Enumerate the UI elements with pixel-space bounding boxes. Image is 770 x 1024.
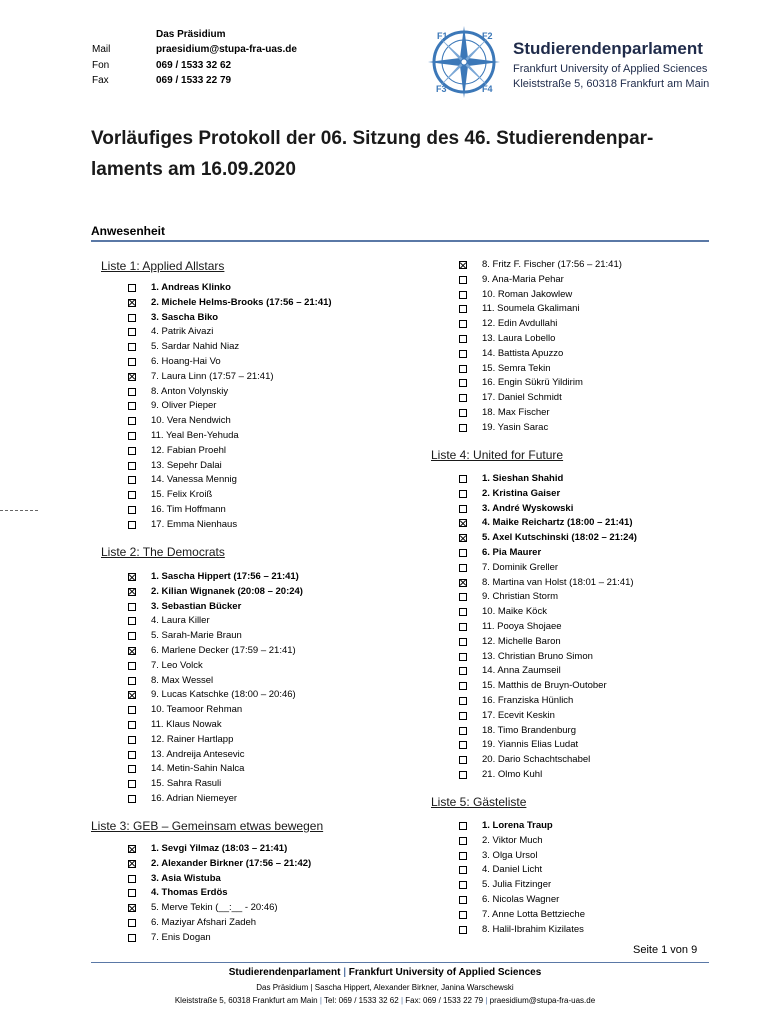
page-title-line1: Vorläufiges Protokoll der 06. Sitzung des 46. Studierendenpar- xyxy=(91,128,654,149)
checked-box-icon[interactable] xyxy=(128,904,136,912)
checkbox-icon[interactable] xyxy=(459,549,467,557)
checked-box-icon[interactable] xyxy=(459,579,467,587)
checkbox-icon[interactable] xyxy=(128,662,136,670)
checkbox-icon[interactable] xyxy=(128,795,136,803)
member-name: 8. Anton Volynskiy xyxy=(151,385,229,397)
list-title-5: Liste 5: Gästeliste xyxy=(431,795,527,809)
checkbox-icon[interactable] xyxy=(128,328,136,336)
member-name: 17. Daniel Schmidt xyxy=(482,392,562,404)
member-name: 10. Maike Köck xyxy=(482,606,547,618)
member-name: 12. Michelle Baron xyxy=(482,635,561,647)
checkbox-icon[interactable] xyxy=(128,706,136,714)
logo-letter-f4: F4 xyxy=(482,84,493,94)
member-name: 16. Adrian Niemeyer xyxy=(151,793,238,804)
list-title-3: Liste 3: GEB – Gemeinsam etwas bewegen xyxy=(91,819,324,833)
member-name: 6. Pia Maurer xyxy=(482,547,542,558)
member-name: 12. Rainer Hartlapp xyxy=(151,733,234,745)
checkbox-icon[interactable] xyxy=(128,780,136,788)
member-name: 10. Roman Jakowlew xyxy=(482,288,573,300)
checkbox-icon[interactable] xyxy=(128,388,136,396)
checkbox-icon[interactable] xyxy=(128,462,136,470)
member-name: 6. Nicolas Wagner xyxy=(482,894,560,905)
checkbox-icon[interactable] xyxy=(128,934,136,942)
member-name: 16. Engin Sükrü Yildirim xyxy=(482,377,583,389)
checkbox-icon[interactable] xyxy=(459,593,467,601)
member-name: 7. Laura Linn (17:57 – 21:41) xyxy=(151,370,274,382)
checkbox-icon[interactable] xyxy=(459,608,467,616)
checked-box-icon[interactable] xyxy=(128,647,136,655)
member-name: 20. Dario Schachtschabel xyxy=(482,754,591,766)
checkbox-icon[interactable] xyxy=(459,667,467,675)
member-name: 1. Sieshan Shahid xyxy=(482,473,564,484)
member-name: 12. Edin Avdullahi xyxy=(482,318,558,330)
checkbox-icon[interactable] xyxy=(128,889,136,897)
member-name: 9. Ana-Maria Pehar xyxy=(482,273,564,285)
checkbox-icon[interactable] xyxy=(128,358,136,366)
member-name: 3. Sascha Biko xyxy=(151,311,219,323)
logo-letter-f1: F1 xyxy=(437,31,448,41)
checkbox-icon[interactable] xyxy=(459,727,467,735)
member-name: 17. Ecevit Keskin xyxy=(482,709,555,721)
member-name: 2. Kilian Wignanek (20:08 – 20:24) xyxy=(151,585,303,597)
checked-box-icon[interactable] xyxy=(128,573,136,581)
member-name: 11. Klaus Nowak xyxy=(151,719,222,730)
list-title-4: Liste 4: United for Future xyxy=(431,448,564,462)
checked-box-icon[interactable] xyxy=(128,691,136,699)
member-name: 15. Felix Kroiß xyxy=(151,489,213,501)
checked-box-icon[interactable] xyxy=(128,845,136,853)
checkbox-icon[interactable] xyxy=(459,379,467,387)
member-name: 3. Olga Ursol xyxy=(482,849,538,861)
checkbox-icon[interactable] xyxy=(459,305,467,313)
checkbox-icon[interactable] xyxy=(128,875,136,883)
member-name: 14. Metin-Sahin Nalca xyxy=(151,763,245,775)
checkbox-icon[interactable] xyxy=(128,617,136,625)
checkbox-icon[interactable] xyxy=(459,424,467,432)
org-name: Studierendenparlament xyxy=(513,39,703,58)
member-name: 10. Teamoor Rehman xyxy=(151,704,243,716)
checkbox-icon[interactable] xyxy=(128,632,136,640)
margin-fold-mark xyxy=(0,510,38,511)
checkbox-icon[interactable] xyxy=(128,417,136,425)
checkbox-icon[interactable] xyxy=(128,521,136,529)
footer-divider xyxy=(91,962,709,963)
member-name: 5. Julia Fitzinger xyxy=(482,879,552,891)
checkbox-icon[interactable] xyxy=(459,350,467,358)
member-name: 15. Semra Tekin xyxy=(482,362,551,374)
member-name: 6. Maziyar Afshari Zadeh xyxy=(151,917,257,928)
member-name: 5. Sarah-Marie Braun xyxy=(151,630,242,642)
member-name: 11. Soumela Gkalimani xyxy=(482,303,580,315)
footer-separator: | xyxy=(319,996,322,1005)
checkbox-icon[interactable] xyxy=(459,741,467,749)
checkbox-icon[interactable] xyxy=(459,276,467,284)
footer-separator: | xyxy=(485,996,488,1005)
section-heading: Anwesenheit xyxy=(91,224,166,238)
list-title-1: Liste 1: Applied Allstars xyxy=(101,259,225,273)
mail-label: Mail xyxy=(92,44,111,55)
member-name: 3. Asia Wistuba xyxy=(151,872,221,884)
member-name: 2. Alexander Birkner (17:56 – 21:42) xyxy=(151,857,312,869)
checkbox-icon[interactable] xyxy=(459,837,467,845)
checkbox-icon[interactable] xyxy=(459,911,467,919)
footer-line1 xyxy=(0,967,770,978)
member-name: 18. Timo Brandenburg xyxy=(482,724,577,736)
checkbox-icon[interactable] xyxy=(459,475,467,483)
compass-logo-icon xyxy=(424,22,504,102)
member-name: 8. Fritz F. Fischer (17:56 – 21:41) xyxy=(482,259,622,270)
checkbox-icon[interactable] xyxy=(459,320,467,328)
checkbox-icon[interactable] xyxy=(459,365,467,373)
member-name: 2. Viktor Much xyxy=(482,834,543,846)
checkbox-icon[interactable] xyxy=(128,736,136,744)
member-name: 14. Anna Zaumseil xyxy=(482,665,561,677)
member-name: 1. Andreas Klinko xyxy=(151,282,231,293)
member-name: 6. Hoang-Hai Vo xyxy=(151,356,221,367)
checkbox-icon[interactable] xyxy=(128,506,136,514)
member-name: 7. Leo Volck xyxy=(151,659,203,671)
fax-value: 069 / 1533 22 79 xyxy=(156,75,232,86)
member-name: 5. Axel Kutschinski (18:02 – 21:24) xyxy=(482,532,637,544)
member-name: 16. Tim Hoffmann xyxy=(151,504,226,515)
checkbox-icon[interactable] xyxy=(459,756,467,764)
member-name: 7. Dominik Greller xyxy=(482,561,559,573)
footer-fax: Fax: 069 / 1533 22 79 xyxy=(405,996,484,1005)
checkbox-icon[interactable] xyxy=(128,603,136,611)
member-name: 19. Yasin Sarac xyxy=(482,421,549,433)
member-name: 11. Yeal Ben-Yehuda xyxy=(151,430,239,441)
checkbox-icon[interactable] xyxy=(459,896,467,904)
list-title-2: Liste 2: The Democrats xyxy=(101,545,225,559)
member-name: 9. Lucas Katschke (18:00 – 20:46) xyxy=(151,689,296,701)
checkbox-icon[interactable] xyxy=(459,564,467,572)
member-name: 8. Max Wessel xyxy=(151,674,214,686)
member-name: 4. Maike Reichartz (18:00 – 21:41) xyxy=(482,517,633,529)
checkbox-icon[interactable] xyxy=(128,491,136,499)
member-name: 19. Yiannis Elias Ludat xyxy=(482,739,579,751)
checkbox-icon[interactable] xyxy=(128,402,136,410)
member-name: 3. André Wyskowski xyxy=(482,502,574,514)
checkbox-icon[interactable] xyxy=(459,638,467,646)
fon-value: 069 / 1533 32 62 xyxy=(156,60,232,71)
page-title-line2: laments am 16.09.2020 xyxy=(91,159,296,180)
checked-box-icon[interactable] xyxy=(459,519,467,527)
member-name: 13. Andreija Antesevic xyxy=(151,748,245,760)
org-address: Kleiststraße 5, 60318 Frankfurt am Main xyxy=(513,78,710,90)
checkbox-icon[interactable] xyxy=(459,926,467,934)
checkbox-icon[interactable] xyxy=(459,881,467,889)
checkbox-icon[interactable] xyxy=(459,697,467,705)
section-divider xyxy=(91,240,709,242)
checkbox-icon[interactable] xyxy=(128,284,136,292)
logo-letter-f2: F2 xyxy=(482,31,493,41)
checkbox-icon[interactable] xyxy=(128,432,136,440)
footer-tel: Tel: 069 / 1533 32 62 xyxy=(323,996,399,1005)
mail-value[interactable]: praesidium@stupa-fra-uas.de xyxy=(156,44,297,55)
checkbox-icon[interactable] xyxy=(459,409,467,417)
org-university: Frankfurt University of Applied Sciences xyxy=(513,63,708,75)
member-name: 1. Sevgi Yilmaz (18:03 – 21:41) xyxy=(151,843,288,854)
checkbox-icon[interactable] xyxy=(459,771,467,779)
member-name: 14. Battista Apuzzo xyxy=(482,347,564,359)
member-name: 12. Fabian Proehl xyxy=(151,444,226,456)
checkbox-icon[interactable] xyxy=(459,653,467,661)
member-name: 18. Max Fischer xyxy=(482,407,550,418)
checked-box-icon[interactable] xyxy=(128,588,136,596)
member-name: 13. Sepehr Dalai xyxy=(151,459,222,471)
footer-address: Kleiststraße 5, 60318 Frankfurt am Main xyxy=(174,996,318,1005)
footer-org: Studierendenparlament xyxy=(228,967,341,978)
checkbox-icon[interactable] xyxy=(128,343,136,351)
member-name: 16. Franziska Hünlich xyxy=(482,695,574,706)
member-name: 8. Halil-Ibrahim Kizilates xyxy=(482,923,584,935)
member-name: 7. Enis Dogan xyxy=(151,931,211,943)
member-name: 13. Christian Bruno Simon xyxy=(482,650,593,662)
checkbox-icon[interactable] xyxy=(459,712,467,720)
fax-label: Fax xyxy=(92,75,109,86)
member-name: 6. Marlene Decker (17:59 – 21:41) xyxy=(151,645,296,656)
member-name: 15. Matthis de Bruyn-Outober xyxy=(482,680,607,692)
checked-box-icon[interactable] xyxy=(128,860,136,868)
checkbox-icon[interactable] xyxy=(459,852,467,860)
page-number: Seite 1 von 9 xyxy=(633,944,698,956)
footer-line3 xyxy=(0,996,770,1005)
member-name: 8. Martina van Holst (18:01 – 21:41) xyxy=(482,576,634,588)
member-name: 14. Vanessa Mennig xyxy=(151,474,237,486)
checked-box-icon[interactable] xyxy=(459,534,467,542)
member-name: 4. Laura Killer xyxy=(151,615,210,627)
member-name: 3. Sebastian Bücker xyxy=(151,600,242,612)
footer-separator: | xyxy=(400,996,404,1005)
checked-box-icon[interactable] xyxy=(459,261,467,269)
member-name: 13. Laura Lobello xyxy=(482,333,556,344)
member-name: 7. Anne Lotta Bettzieche xyxy=(482,908,585,920)
footer-separator: | xyxy=(343,967,347,978)
checkbox-icon[interactable] xyxy=(459,682,467,690)
member-name: 2. Kristina Gaiser xyxy=(482,487,561,499)
checkbox-icon[interactable] xyxy=(459,866,467,874)
member-name: 5. Merve Tekin (__:__ - 20:46) xyxy=(151,902,278,914)
fon-label: Fon xyxy=(92,60,110,71)
checkbox-icon[interactable] xyxy=(459,394,467,402)
member-name: 9. Oliver Pieper xyxy=(151,400,217,412)
checkbox-icon[interactable] xyxy=(459,335,467,343)
checkbox-icon[interactable] xyxy=(128,447,136,455)
checkbox-icon[interactable] xyxy=(128,919,136,927)
member-name: 11. Pooya Shojaee xyxy=(482,621,562,632)
checkbox-icon[interactable] xyxy=(459,822,467,830)
checkbox-icon[interactable] xyxy=(459,623,467,631)
member-name: 4. Daniel Licht xyxy=(482,864,543,876)
checkbox-icon[interactable] xyxy=(128,476,136,484)
member-name: 1. Lorena Traup xyxy=(482,820,553,831)
logo-letter-f3: F3 xyxy=(436,84,447,94)
checked-box-icon[interactable] xyxy=(128,373,136,381)
footer-university: Frankfurt University of Applied Sciences xyxy=(348,967,542,978)
member-name: 15. Sahra Rasuli xyxy=(151,778,222,790)
checkbox-icon[interactable] xyxy=(128,314,136,322)
sender-name: Das Präsidium xyxy=(156,29,226,40)
checked-box-icon[interactable] xyxy=(128,299,136,307)
member-name: 5. Sardar Nahid Niaz xyxy=(151,341,240,353)
member-name: 9. Christian Storm xyxy=(482,591,559,603)
checkbox-icon[interactable] xyxy=(459,490,467,498)
member-name: 4. Patrik Aivazi xyxy=(151,326,214,338)
footer-mail[interactable]: praesidium@stupa-fra-uas.de xyxy=(489,996,596,1005)
checkbox-icon[interactable] xyxy=(459,505,467,513)
checkbox-icon[interactable] xyxy=(459,291,467,299)
member-name: 10. Vera Nendwich xyxy=(151,415,231,427)
member-name: 4. Thomas Erdös xyxy=(151,887,228,899)
checkbox-icon[interactable] xyxy=(128,765,136,773)
checkbox-icon[interactable] xyxy=(128,677,136,685)
checkbox-icon[interactable] xyxy=(128,751,136,759)
member-name: 17. Emma Nienhaus xyxy=(151,518,238,530)
footer-line2: Das Präsidium | Sascha Hippert, Alexander Birkner, Janina Warschewski xyxy=(256,983,514,992)
member-name: 1. Sascha Hippert (17:56 – 21:41) xyxy=(151,571,299,582)
member-name: 21. Olmo Kuhl xyxy=(482,769,543,780)
checkbox-icon[interactable] xyxy=(128,721,136,729)
member-name: 2. Michele Helms-Brooks (17:56 – 21:41) xyxy=(151,296,332,308)
